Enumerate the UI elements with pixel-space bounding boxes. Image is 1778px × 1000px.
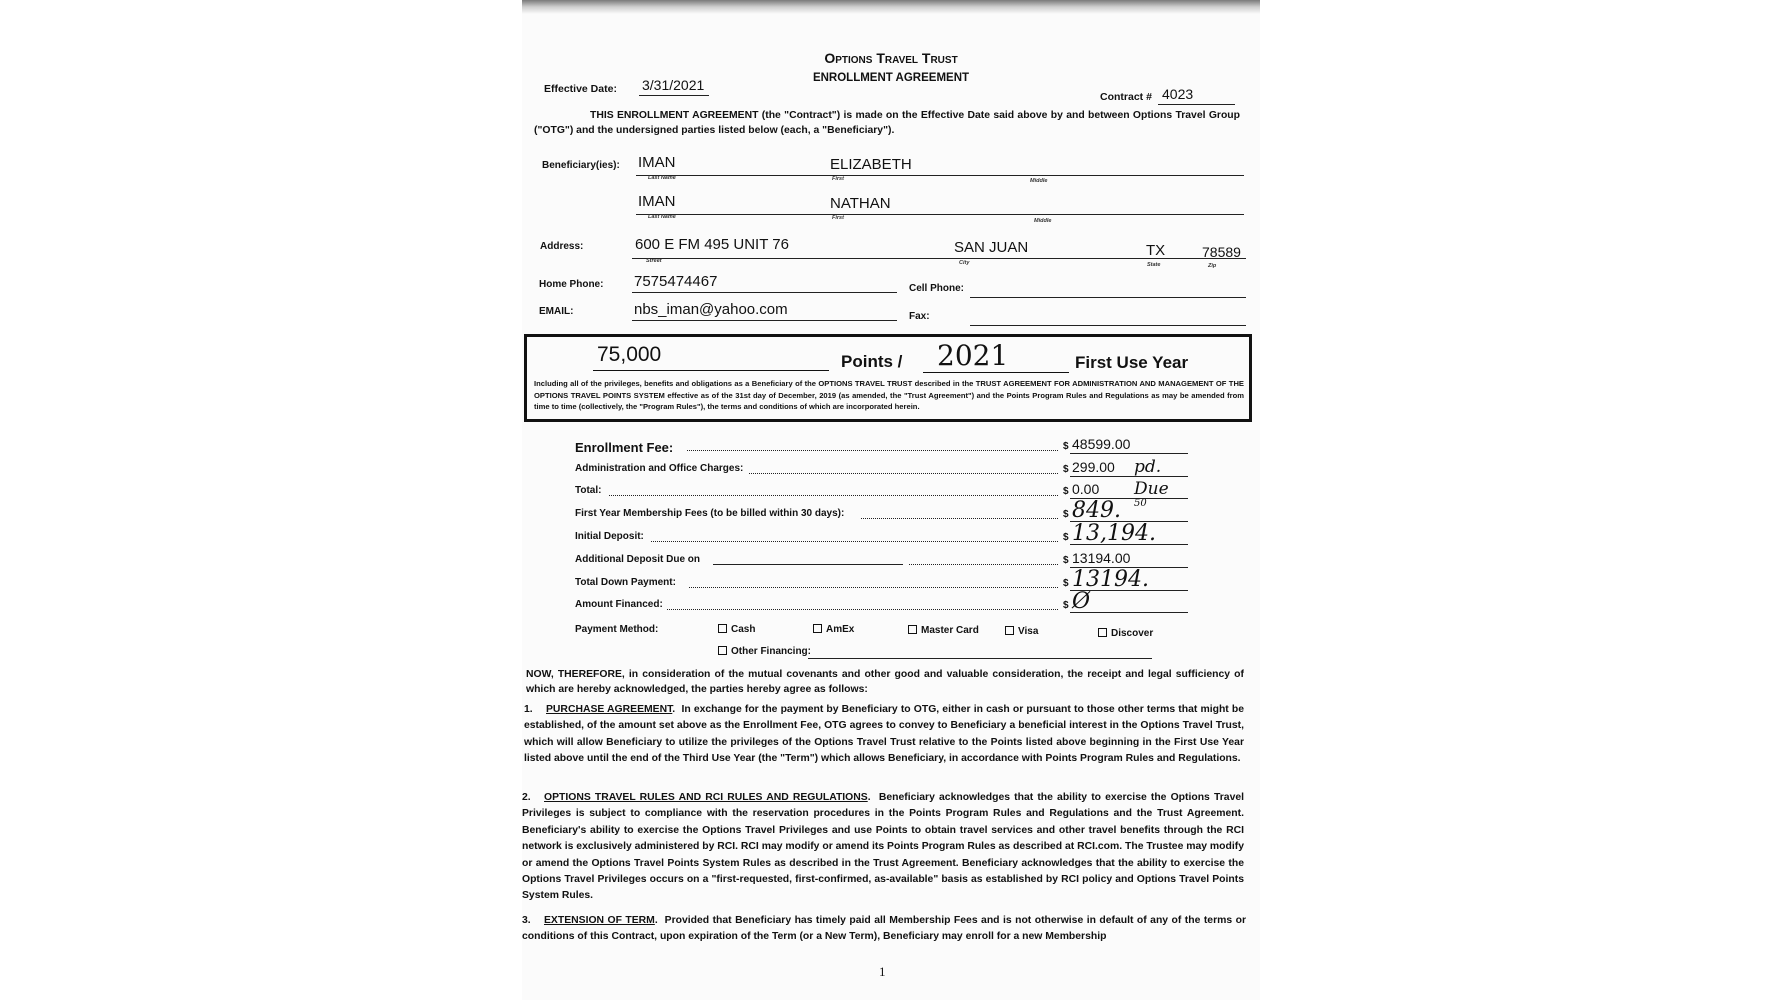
points-description: Including all of the privileges, benefits and obligations as a Beneficiary of the OPTIONS TRAVEL TRUST described in the TRUST AGREEMENT FOR ADMINISTRATION AND MANAGEMENT OF THE OPTIONS TRAVEL POINTS SYSTEM effective as of the 31st day of December, 2019 (as amended, the "Trust Agreement") and the Points Program Rules and Regulations as may be amended from time to time (collectively, the "Program Rules"), the terms and conditions of which are incorporated herein.: [534, 379, 1244, 411]
address-zip: 78589: [1202, 244, 1241, 260]
effective-date-value: 3/31/2021: [642, 77, 705, 93]
fee-currency-3: $: [1063, 509, 1069, 520]
contract-label: Contract #: [1100, 91, 1152, 103]
beneficiary-1-last: IMAN: [638, 154, 676, 171]
fee-leader-6: [689, 587, 1058, 588]
fee-underline-7: [1070, 612, 1188, 613]
fee-leader-1: [749, 473, 1058, 474]
sublabel-city: City: [959, 260, 970, 266]
fee-leader-2: [609, 495, 1058, 496]
first-use-year-value: 2021: [937, 339, 1009, 372]
document-title: Options Travel Trust: [824, 50, 958, 66]
fee-leader-3: [861, 518, 1058, 519]
document-page: [522, 0, 1260, 1000]
fee-currency-0: $: [1063, 441, 1069, 452]
fee-label-6: Total Down Payment:: [575, 577, 676, 588]
beneficiary-1-first: ELIZABETH: [830, 156, 912, 173]
now-therefore-paragraph: NOW, THEREFORE, in consideration of the mutual covenants and other good and valuable consideration, the receipt and legal sufficiency of which are hereby acknowledged, the parties hereby agree as follows:: [526, 669, 1244, 695]
sublabel-middle: Middle: [1030, 178, 1048, 184]
address-city: SAN JUAN: [954, 239, 1029, 256]
address-street: 600 E FM 495 UNIT 76: [635, 236, 789, 253]
fee-value-2: 0.00: [1072, 481, 1100, 497]
fee-value-6: 13194.: [1072, 567, 1149, 592]
sublabel-middle-2: Middle: [1034, 218, 1052, 224]
intro-paragraph: THIS ENROLLMENT AGREEMENT (the "Contract") is made on the Effective Date said above by and between Options Travel Group ("OTG") and the undersigned parties listed below (each, a "Beneficiary").: [534, 110, 1240, 136]
fee-note-2: Due: [1134, 479, 1169, 499]
fee-currency-2: $: [1063, 486, 1069, 497]
sublabel-street: Street: [646, 258, 662, 264]
payment-option-amex[interactable]: AmEx: [813, 624, 854, 635]
fee-underline-4: [1070, 544, 1188, 545]
payment-option-other-financing[interactable]: Other Financing:: [718, 646, 811, 657]
section-1-text: In exchange for the payment by Beneficiary to OTG, either in cash or pursuant to those other terms that might be established, of the amount set above as the Enrollment Fee, OTG agrees to convey to Beneficiary a beneficial interest in the Options Travel Trust, which will allow Beneficiary to utilize the privileges of the Options Travel Trust relative to the Points listed above beginning in the First Use Year listed above until the end of the Third Use Year (the "Term") which allows Beneficiary, in accordance with Points Program Rules and Regulations.: [524, 704, 1245, 765]
payment-option-visa[interactable]: Visa: [1005, 626, 1038, 637]
fee-label-2: Total:: [575, 485, 602, 496]
sublabel-zip: Zip: [1208, 263, 1217, 269]
section-2: 2. OPTIONS TRAVEL RULES AND RCI RULES AND REGULATIONS. Beneficiary acknowledges that the ability to exercise the Options Travel Privileges is subject to compliance with the reservation procedures in the Points Program Rules and Regulations and the Trust Agreement. Beneficiary's ability to exercise the Options Travel Privileges and use Points to obtain travel services and other travel benefits through the RCI network is exclusively administered by RCI. RCI may modify or amend its Points Program Rules as described at RCI.com. The Trustee may modify or amend the Options Travel Points System Rules as described in the Trust Agreement. Beneficiary acknowledges that the ability to exercise the Options Travel Privileges occurs on a "first-requested, first-confirmed, as-available" basis as established by RCI policy and Options Travel Points System Rules.: [522, 792, 1245, 902]
fee-leader-7: [667, 609, 1058, 610]
section-2-text: Beneficiary acknowledges that the ability to exercise the Options Travel Privileges is subject to compliance with the reservation procedures in the Points Program Rules and Regulations and the Trust Agreement. Beneficiary's ability to exercise the Options Travel Privileges and use Points to obtain travel services and other travel benefits through the RCI network is exclusively administered by RCI. RCI may modify or amend its Points Program Rules as described at RCI.com. The Trustee may modify or amend the Options Travel Points System Rules as described in the Trust Agreement. Beneficiary acknowledges that the ability to exercise the Options Travel Privileges occurs on a "first-requested, first-confirmed, as-available" basis as established by RCI policy and Options Travel Points System Rules.: [522, 792, 1245, 902]
payment-option-discover[interactable]: Discover: [1098, 628, 1153, 639]
fee-underline-1: [1070, 476, 1188, 477]
fee-label-7: Amount Financed:: [575, 599, 663, 610]
cell-phone-label: Cell Phone:: [909, 283, 965, 294]
fee-label-5: Additional Deposit Due on: [575, 554, 700, 565]
section-1-heading: PURCHASE AGREEMENT: [546, 704, 673, 715]
payment-option-cash[interactable]: Cash: [718, 624, 755, 635]
points-amount: 75,000: [597, 343, 662, 366]
scan-edge-shadow: [522, 0, 1260, 14]
fee-note-1: pd.: [1134, 457, 1162, 477]
fee-leader-0: [687, 450, 1058, 451]
home-phone-label: Home Phone:: [539, 279, 604, 290]
beneficiary-2-first: NATHAN: [830, 195, 891, 212]
home-phone-value: 7575474467: [634, 273, 718, 290]
address-label: Address:: [540, 241, 584, 252]
payment-method-label: Payment Method:: [575, 624, 659, 635]
fee-value-4: 13,194.: [1072, 521, 1156, 546]
fee-value-0: 48599.00: [1072, 436, 1131, 452]
email-value: nbs_iman@yahoo.com: [634, 301, 788, 318]
fee-label-4: Initial Deposit:: [575, 531, 644, 542]
payment-option-mastercard[interactable]: Master Card: [908, 625, 979, 636]
section-2-heading: OPTIONS TRAVEL RULES AND RCI RULES AND REGULATIONS: [544, 792, 868, 803]
fee-currency-6: $: [1063, 578, 1069, 589]
section-3-heading: EXTENSION OF TERM: [544, 915, 655, 926]
first-use-year-label: First Use Year: [1075, 353, 1189, 372]
effective-date-label: Effective Date:: [544, 83, 617, 95]
fee-currency-7: $: [1063, 600, 1069, 611]
fee-value-7: Ø: [1072, 589, 1091, 614]
address-state: TX: [1146, 242, 1166, 259]
fee-value-5: 13194.00: [1072, 550, 1131, 566]
document-subtitle: ENROLLMENT AGREEMENT: [812, 72, 970, 84]
sublabel-last-2: Last Name: [648, 214, 676, 220]
sublabel-state: State: [1147, 262, 1161, 268]
fee-underline-0: [1070, 453, 1188, 454]
fax-label: Fax:: [909, 311, 930, 322]
section-3: 3. EXTENSION OF TERM. Provided that Beneficiary has timely paid all Membership Fees and is not otherwise in default of any of the terms or conditions of this Contract, upon expiration of the Term (or a New Term), Beneficiary may enroll for a new Membership: [522, 915, 1246, 943]
fee-label-3: First Year Membership Fees (to be billed within 30 days):: [575, 508, 845, 519]
fee-leader-5b: [909, 564, 1058, 565]
fee-value-1: 299.00: [1072, 459, 1115, 475]
page-number: 1: [879, 964, 886, 979]
points-label: Points /: [841, 352, 903, 371]
fee-label-0: Enrollment Fee:: [575, 440, 674, 455]
contract-number: 4023: [1162, 86, 1194, 102]
sublabel-last: Last Name: [648, 175, 676, 181]
fee-currency-4: $: [1063, 532, 1069, 543]
fee-value-3: 849.: [1072, 498, 1121, 523]
fee-currency-1: $: [1063, 464, 1069, 475]
section-1: 1. PURCHASE AGREEMENT. In exchange for the payment by Beneficiary to OTG, either in cash or pursuant to those other terms that might be established, of the amount set above as the Enrollment Fee, OTG agrees to convey to Beneficiary a beneficial interest in the Options Travel Trust, which will allow Beneficiary to utilize the privileges of the Options Travel Trust relative to the Points listed above beginning in the First Use Year listed above until the end of the Third Use Year (the "Term") which allows Beneficiary, in accordance with Points Program Rules and Regulations.: [524, 704, 1245, 765]
sublabel-first-2: First: [832, 215, 844, 221]
fee-note-3: 50: [1134, 498, 1147, 509]
section-3-text: Provided that Beneficiary has timely paid all Membership Fees and is not otherwise in default of any of the terms or conditions of this Contract, upon expiration of the Term (or a New Term), Beneficiary may enroll for a new Membership: [522, 915, 1246, 943]
fee-leader-5: [713, 564, 903, 565]
beneficiary-2-last: IMAN: [638, 193, 676, 210]
fee-label-1: Administration and Office Charges:: [575, 463, 744, 474]
fee-currency-5: $: [1063, 555, 1069, 566]
beneficiaries-label: Beneficiary(ies):: [542, 160, 620, 171]
sublabel-first: First: [832, 176, 844, 182]
points-box: [524, 334, 1252, 422]
fee-leader-4: [651, 541, 1058, 542]
email-label: EMAIL:: [539, 306, 574, 317]
